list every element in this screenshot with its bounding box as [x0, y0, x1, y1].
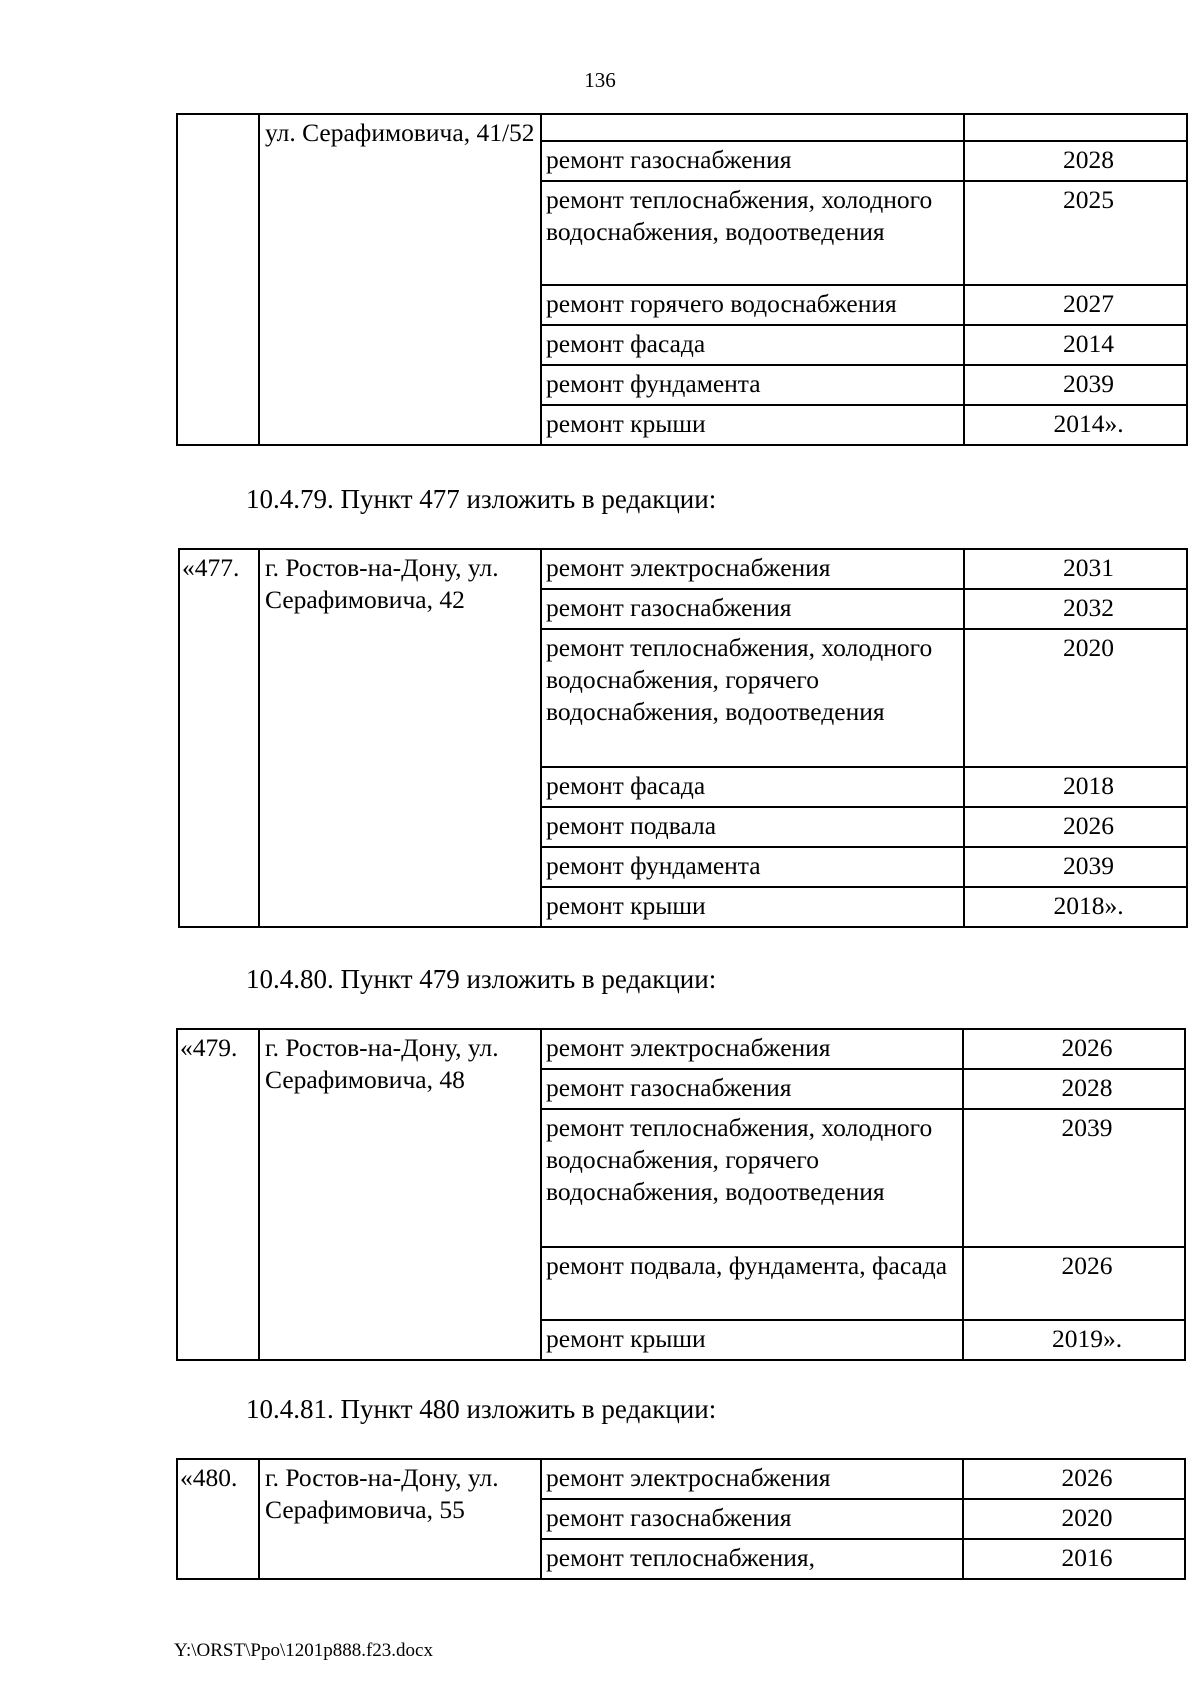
year-cell: 2019». — [963, 1320, 1185, 1360]
section-table — [176, 1028, 1186, 1361]
item-number-cell: «477. — [179, 549, 259, 927]
address-cell: г. Ростов-на-Дону, ул. Серафимовича, 48 — [259, 1029, 541, 1360]
year-cell: 2025 — [964, 181, 1187, 285]
work-cell: ремонт газоснабжения — [541, 589, 964, 629]
year-cell: 2028 — [963, 1069, 1185, 1109]
work-cell: ремонт фасада — [541, 325, 964, 365]
work-cell: ремонт фундамента — [541, 365, 964, 405]
year-cell: 2020 — [964, 629, 1187, 767]
year-cell: 2031 — [964, 549, 1187, 589]
section-heading: 10.4.80. Пункт 479 изложить в редакции: — [246, 964, 717, 994]
work-cell: ремонт крыши — [541, 405, 964, 445]
continuation-table — [176, 113, 1188, 446]
item-number-cell: «480. — [177, 1459, 259, 1579]
work-cell: ремонт фасада — [541, 767, 964, 807]
year-cell: 2032 — [964, 589, 1187, 629]
file-path-footer: Y:\ORST\Ppo\1201p888.f23.docx — [174, 1640, 433, 1661]
work-cell: ремонт теплоснабжения, холодного водоснабжения, горячего водоснабжения, водоотведения — [541, 1109, 963, 1247]
section-table — [176, 1458, 1186, 1580]
table-row — [177, 1029, 1185, 1069]
table-row — [177, 1459, 1185, 1499]
section-table — [178, 548, 1188, 928]
work-cell: ремонт газоснабжения — [541, 1499, 963, 1539]
year-cell: 2027 — [964, 285, 1187, 325]
year-cell: 2026 — [963, 1459, 1185, 1499]
work-cell: ремонт подвала — [541, 807, 964, 847]
page-number: 136 — [584, 68, 616, 92]
year-cell: 2039 — [964, 847, 1187, 887]
work-cell: ремонт горячего водоснабжения — [541, 285, 964, 325]
work-cell: ремонт фундамента — [541, 847, 964, 887]
table-row — [177, 114, 1187, 141]
year-cell: 2026 — [963, 1247, 1185, 1320]
work-cell: ремонт газоснабжения — [541, 141, 964, 181]
year-cell: 2026 — [963, 1029, 1185, 1069]
year-cell: 2014 — [964, 325, 1187, 365]
year-cell: 2014». — [964, 405, 1187, 445]
year-cell: 2020 — [963, 1499, 1185, 1539]
work-cell: ремонт крыши — [541, 1320, 963, 1360]
year-cell — [964, 114, 1187, 141]
work-cell: ремонт крыши — [541, 887, 964, 927]
year-cell: 2039 — [963, 1109, 1185, 1247]
item-number-cell: «479. — [177, 1029, 259, 1360]
work-cell: ремонт теплоснабжения, холодного водоснабжения, горячего водоснабжения, водоотведения — [541, 629, 964, 767]
section-heading: 10.4.81. Пункт 480 изложить в редакции: — [246, 1394, 717, 1424]
work-cell: ремонт подвала, фундамента, фасада — [541, 1247, 963, 1320]
work-cell: ремонт электроснабжения — [541, 549, 964, 589]
address-cell: г. Ростов-на-Дону, ул. Серафимовича, 42 — [259, 549, 541, 927]
address-cell: ул. Серафимовича, 41/52 — [259, 114, 541, 445]
work-cell: ремонт электроснабжения — [541, 1459, 963, 1499]
year-cell: 2039 — [964, 365, 1187, 405]
year-cell: 2028 — [964, 141, 1187, 181]
work-cell: ремонт газоснабжения — [541, 1069, 963, 1109]
item-number-cell — [177, 114, 259, 445]
work-cell: ремонт электроснабжения — [541, 1029, 963, 1069]
year-cell: 2018 — [964, 767, 1187, 807]
section-heading: 10.4.79. Пункт 477 изложить в редакции: — [246, 484, 717, 514]
address-cell: г. Ростов-на-Дону, ул. Серафимовича, 55 — [259, 1459, 541, 1579]
work-cell: ремонт теплоснабжения, холодного водоснабжения, водоотведения — [541, 181, 964, 285]
work-cell: ремонт теплоснабжения, — [541, 1539, 963, 1579]
year-cell: 2026 — [964, 807, 1187, 847]
year-cell: 2016 — [963, 1539, 1185, 1579]
work-cell — [541, 114, 964, 141]
year-cell: 2018». — [964, 887, 1187, 927]
table-row — [179, 549, 1187, 589]
